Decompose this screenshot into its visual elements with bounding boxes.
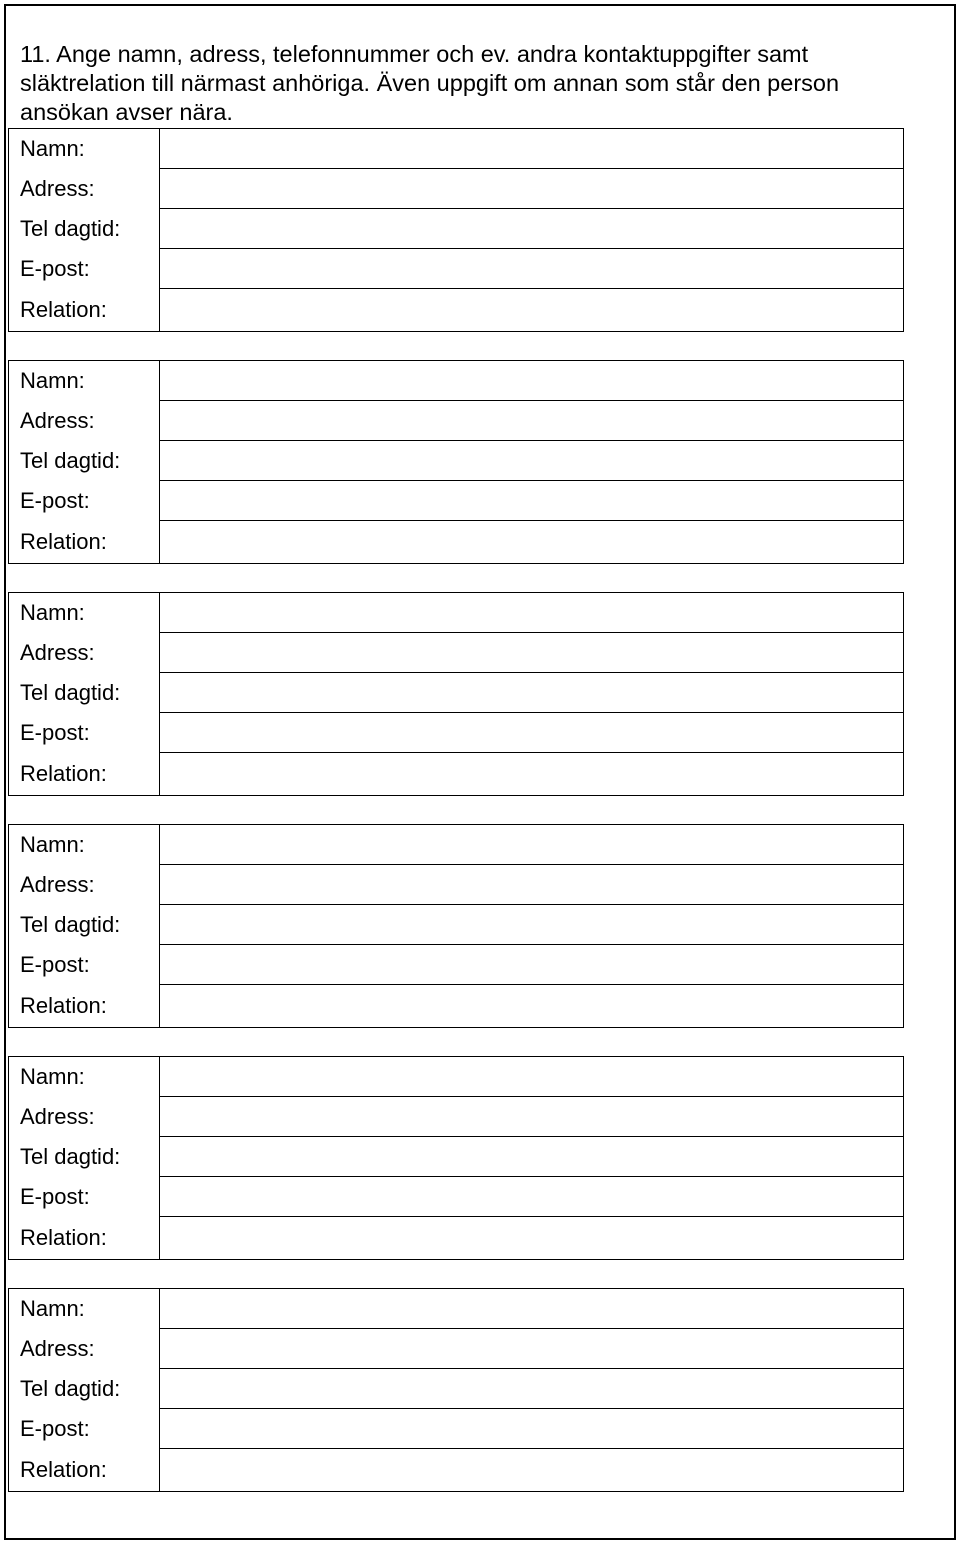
contact-row-name <box>8 825 904 865</box>
contact-row-phone <box>8 209 904 249</box>
contact-row-phone <box>8 1369 904 1409</box>
contact-row-address <box>8 169 904 209</box>
relation-field[interactable] <box>159 521 904 564</box>
address-label: Adress: <box>20 1103 95 1129</box>
address-field[interactable] <box>159 1097 904 1137</box>
email-label: E-post: <box>20 487 90 513</box>
address-label: Adress: <box>20 175 95 201</box>
phone-label: Tel dagtid: <box>20 1143 121 1169</box>
phone-field[interactable] <box>159 441 904 481</box>
email-label: E-post: <box>20 1183 90 1209</box>
relation-label: Relation: <box>20 1457 107 1482</box>
contact-block-5 <box>8 1056 904 1260</box>
contact-row-email <box>8 1409 904 1449</box>
address-label: Adress: <box>20 871 95 897</box>
email-field[interactable] <box>159 249 904 289</box>
relation-label: Relation: <box>20 297 107 322</box>
relation-field[interactable] <box>159 753 904 796</box>
relation-field[interactable] <box>159 289 904 332</box>
email-field[interactable] <box>159 945 904 985</box>
phone-label: Tel dagtid: <box>20 1375 121 1401</box>
contact-row-address <box>8 401 904 441</box>
contact-row-relation <box>8 1217 904 1260</box>
relation-field[interactable] <box>159 1217 904 1260</box>
relation-label: Relation: <box>20 993 107 1018</box>
phone-field[interactable] <box>159 673 904 713</box>
contact-row-email <box>8 713 904 753</box>
contact-row-relation <box>8 289 904 332</box>
relation-label: Relation: <box>20 761 107 786</box>
name-field[interactable] <box>159 593 904 633</box>
contact-row-name <box>8 593 904 633</box>
phone-field[interactable] <box>159 209 904 249</box>
address-field[interactable] <box>159 1329 904 1369</box>
name-field[interactable] <box>159 129 904 169</box>
relation-field[interactable] <box>159 1449 904 1492</box>
contact-row-name <box>8 1289 904 1329</box>
address-label: Adress: <box>20 407 95 433</box>
email-label: E-post: <box>20 951 90 977</box>
contact-row-address <box>8 865 904 905</box>
address-field[interactable] <box>159 633 904 673</box>
phone-label: Tel dagtid: <box>20 447 121 473</box>
contact-row-relation <box>8 985 904 1028</box>
phone-field[interactable] <box>159 1137 904 1177</box>
heading-line-3: ansökan avser nära. <box>20 99 233 125</box>
contact-block-4 <box>8 824 904 1028</box>
address-field[interactable] <box>159 169 904 209</box>
phone-label: Tel dagtid: <box>20 215 121 241</box>
contact-row-address <box>8 633 904 673</box>
contact-row-phone <box>8 1137 904 1177</box>
email-field[interactable] <box>159 481 904 521</box>
address-label: Adress: <box>20 1335 95 1361</box>
question-heading <box>20 40 920 127</box>
contact-block-1 <box>8 128 904 332</box>
name-label: Namn: <box>20 135 85 161</box>
email-field[interactable] <box>159 713 904 753</box>
contact-row-address <box>8 1329 904 1369</box>
contact-block-2 <box>8 360 904 564</box>
relation-label: Relation: <box>20 529 107 554</box>
heading-line-1: 11. Ange namn, adress, telefonnummer och ev. andra kontaktuppgifter samt <box>20 41 809 67</box>
name-field[interactable] <box>159 1057 904 1097</box>
contact-row-address <box>8 1097 904 1137</box>
name-label: Namn: <box>20 1063 85 1089</box>
address-field[interactable] <box>159 865 904 905</box>
contact-row-phone <box>8 673 904 713</box>
contact-row-relation <box>8 521 904 564</box>
name-field[interactable] <box>159 361 904 401</box>
phone-label: Tel dagtid: <box>20 679 121 705</box>
name-label: Namn: <box>20 599 85 625</box>
name-label: Namn: <box>20 831 85 857</box>
heading-line-2: släktrelation till närmast anhöriga. Även uppgift om annan som står den person <box>20 70 840 96</box>
email-label: E-post: <box>20 255 90 281</box>
address-label: Adress: <box>20 639 95 665</box>
email-label: E-post: <box>20 719 90 745</box>
phone-field[interactable] <box>159 905 904 945</box>
contact-row-email <box>8 249 904 289</box>
contact-row-name <box>8 361 904 401</box>
name-field[interactable] <box>159 1289 904 1329</box>
contact-block-3 <box>8 592 904 796</box>
phone-label: Tel dagtid: <box>20 911 121 937</box>
email-field[interactable] <box>159 1177 904 1217</box>
contact-blocks <box>8 128 904 1520</box>
contact-row-email <box>8 1177 904 1217</box>
contact-row-name <box>8 129 904 169</box>
name-label: Namn: <box>20 1295 85 1321</box>
contact-row-relation <box>8 1449 904 1492</box>
email-field[interactable] <box>159 1409 904 1449</box>
contact-row-name <box>8 1057 904 1097</box>
email-label: E-post: <box>20 1415 90 1441</box>
relation-label: Relation: <box>20 1225 107 1250</box>
contact-block-6 <box>8 1288 904 1492</box>
contact-row-relation <box>8 753 904 796</box>
contact-row-email <box>8 481 904 521</box>
contact-row-phone <box>8 905 904 945</box>
contact-row-phone <box>8 441 904 481</box>
contact-row-email <box>8 945 904 985</box>
relation-field[interactable] <box>159 985 904 1028</box>
name-label: Namn: <box>20 367 85 393</box>
name-field[interactable] <box>159 825 904 865</box>
phone-field[interactable] <box>159 1369 904 1409</box>
address-field[interactable] <box>159 401 904 441</box>
